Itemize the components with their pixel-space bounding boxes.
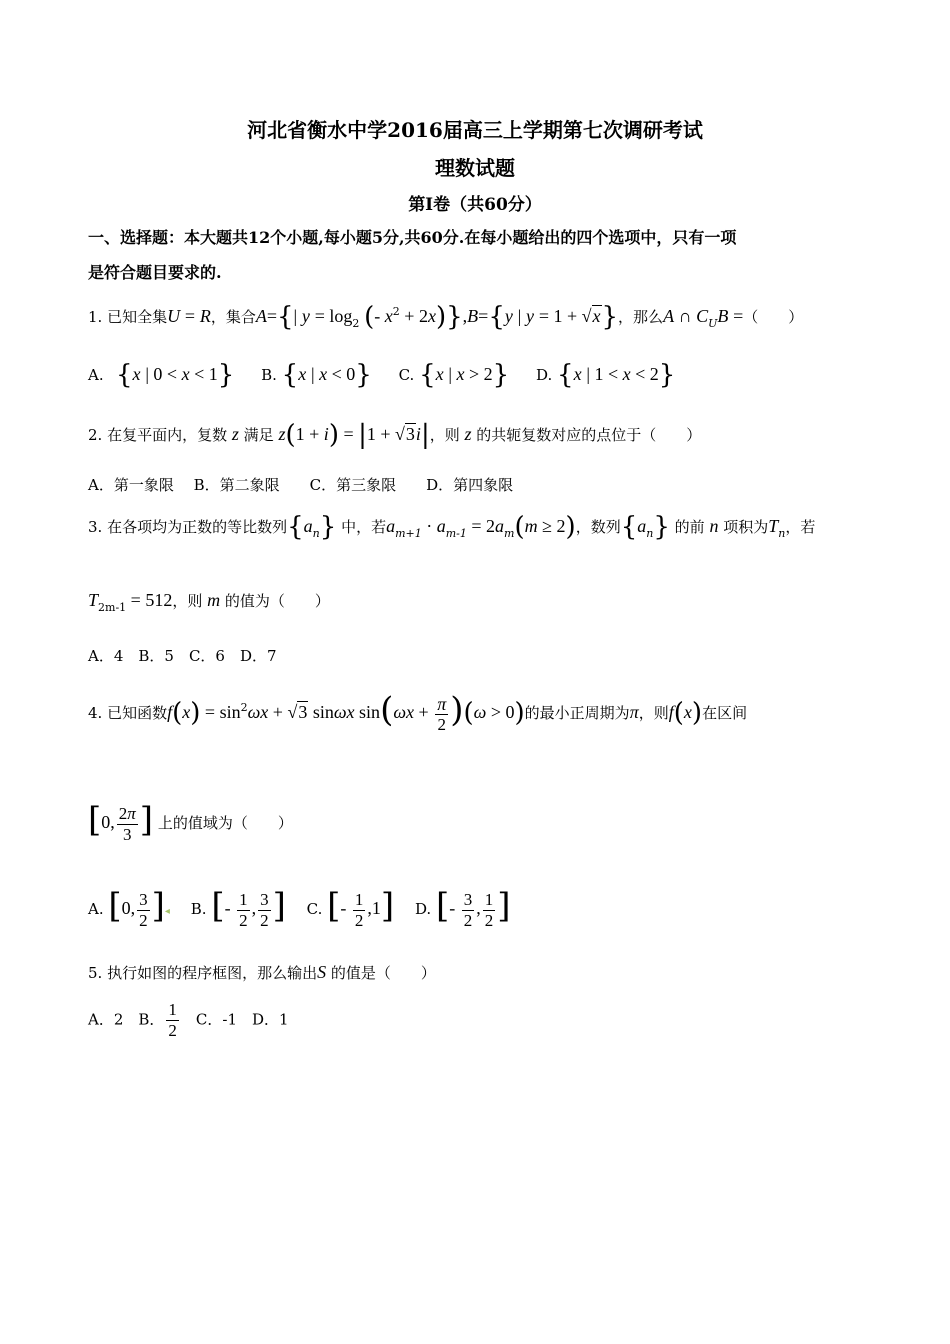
question-3-options: A．4 B．5 C．6 D．7 bbox=[88, 647, 277, 665]
question-3: 3. 在各项均为正数的等比数列$\{a_n\}$ 中，若$a_{m+1} \cdot a_{m-1} = 2a_m(m \ge 2)$，数列$\{a_n\}$ 的前 n 项积为$T_n$，若 bbox=[88, 512, 816, 542]
question-4-options: A. [0, $\frac{3}{2}$ ]◂ B. [- $\frac{1}{2}$ , $\frac{3}{2}$ ] C. [- $\frac{1}{2}$ ,1] D. [- $\frac{3}{2}$ , $\frac{1}{2}$ ] bbox=[88, 886, 511, 930]
question-2: 2. 在复平面内，复数 z 满足 z(1 + i) = |1 + √3i|，则 z 的共轭复数对应的点位于（ ） bbox=[88, 420, 702, 450]
section-instructions-1: 一、选择题：本大题共12个小题,每小题5分,共60分.在每小题给出的四个选项中，只有一项 bbox=[88, 228, 737, 247]
exam-subtitle: 理数试题 bbox=[435, 156, 515, 180]
question-1: 1. 已知全集U = R，集合A={| $y = \log_2$ (- $x^2 + 2x)\},B=\{y$ | y = 1 + √x}，那么A ∩ $C_UB$ =（ ） bbox=[88, 302, 804, 332]
question-3-cont: $T_{2m-1} = 512$，则 m 的值为（ ） bbox=[88, 590, 330, 614]
question-1-options: A. {x | 0 < x < 1} B. {x | x < 0} C. {x | x > 2} D. {x | 1 < x < 2} bbox=[88, 360, 676, 390]
question-5: 5. 执行如图的程序框图，那么输出S 的值是（ ） bbox=[88, 962, 436, 982]
question-4-cont: [0, $\frac{2\pi}{3}$ ] 上的值域为（ ） bbox=[88, 800, 293, 844]
section-instructions-2: 是符合题目要求的. bbox=[88, 263, 222, 282]
question-2-options: A．第一象限 B．第二象限 C．第三象限 D．第四象限 bbox=[88, 476, 514, 494]
exam-title: 河北省衡水中学2016届高三上学期第七次调研考试 bbox=[247, 118, 703, 142]
question-5-options: A．2 B． $\frac{1}{2}$ C．-1 D．1 bbox=[88, 1000, 289, 1040]
volume-heading: 第Ⅰ卷（共60分） bbox=[408, 195, 542, 215]
question-4: 4. 已知函数$f(x) = \sin^2\omega x + √3$ sinωx sin(ωx + $\frac{\pi}{2}$ )(ω > 0)的最小正周期为π，则f(x)在区间 bbox=[88, 690, 748, 734]
